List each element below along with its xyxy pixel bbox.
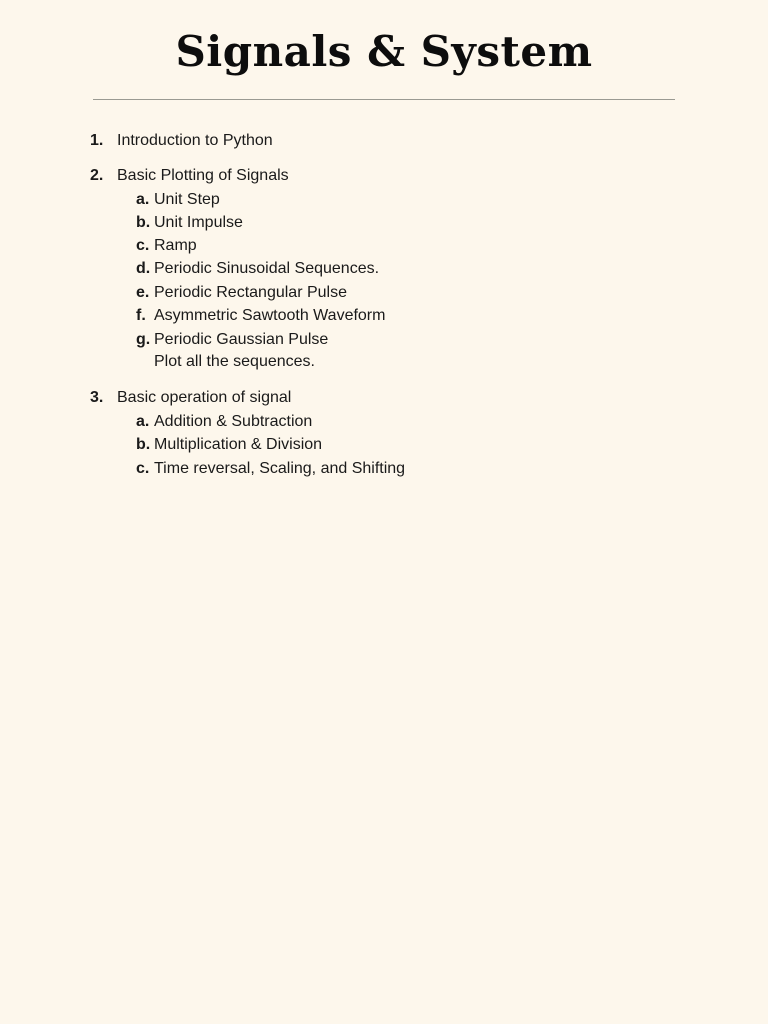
sub-item xyxy=(0,434,768,456)
sub-item xyxy=(0,411,768,433)
item-number: 3. xyxy=(90,389,104,406)
sub-item-letter: c. xyxy=(136,460,150,477)
list-item xyxy=(0,165,768,187)
sub-item-label: Periodic Rectangular Pulse xyxy=(154,284,347,301)
item-label: Basic operation of signal xyxy=(117,389,292,406)
sub-item-letter: c. xyxy=(136,237,150,254)
title-divider xyxy=(93,99,675,100)
sub-item xyxy=(0,458,768,480)
section-note: Plot all the sequences. xyxy=(154,353,315,370)
sub-item-letter: f. xyxy=(136,307,146,324)
item-number: 2. xyxy=(90,167,104,184)
sub-item-label: Unit Impulse xyxy=(154,214,243,231)
sub-item-letter: b. xyxy=(136,214,151,231)
sub-item-label: Periodic Gaussian Pulse xyxy=(154,331,329,348)
sub-item-label: Multiplication & Division xyxy=(154,436,323,453)
sub-item xyxy=(0,235,768,257)
sub-item xyxy=(0,258,768,280)
sub-item xyxy=(0,282,768,304)
sub-item-label: Asymmetric Sawtooth Waveform xyxy=(154,307,386,324)
item-label: Introduction to Python xyxy=(117,132,273,149)
sub-item-label: Time reversal, Scaling, and Shifting xyxy=(154,460,406,477)
list-item xyxy=(0,130,768,152)
sub-item-letter: a. xyxy=(136,191,150,208)
sub-item xyxy=(0,305,768,327)
sub-item-letter: d. xyxy=(136,260,151,277)
sub-item xyxy=(0,189,768,211)
sub-item-letter: a. xyxy=(136,413,150,430)
sub-item-letter: e. xyxy=(136,284,150,301)
sub-item-label: Addition & Subtraction xyxy=(154,413,313,430)
document-title: Signals & System xyxy=(175,27,593,76)
sub-item-label: Ramp xyxy=(154,237,197,254)
sub-item-label: Periodic Sinusoidal Sequences. xyxy=(154,260,380,277)
sub-item xyxy=(0,329,768,351)
list-item xyxy=(0,387,768,409)
sub-item-label: Unit Step xyxy=(154,191,220,208)
item-number: 1. xyxy=(90,132,104,149)
sub-item-letter: b. xyxy=(136,436,151,453)
item-label: Basic Plotting of Signals xyxy=(117,167,289,184)
sub-item-letter: g. xyxy=(136,331,151,348)
sub-item xyxy=(0,212,768,234)
